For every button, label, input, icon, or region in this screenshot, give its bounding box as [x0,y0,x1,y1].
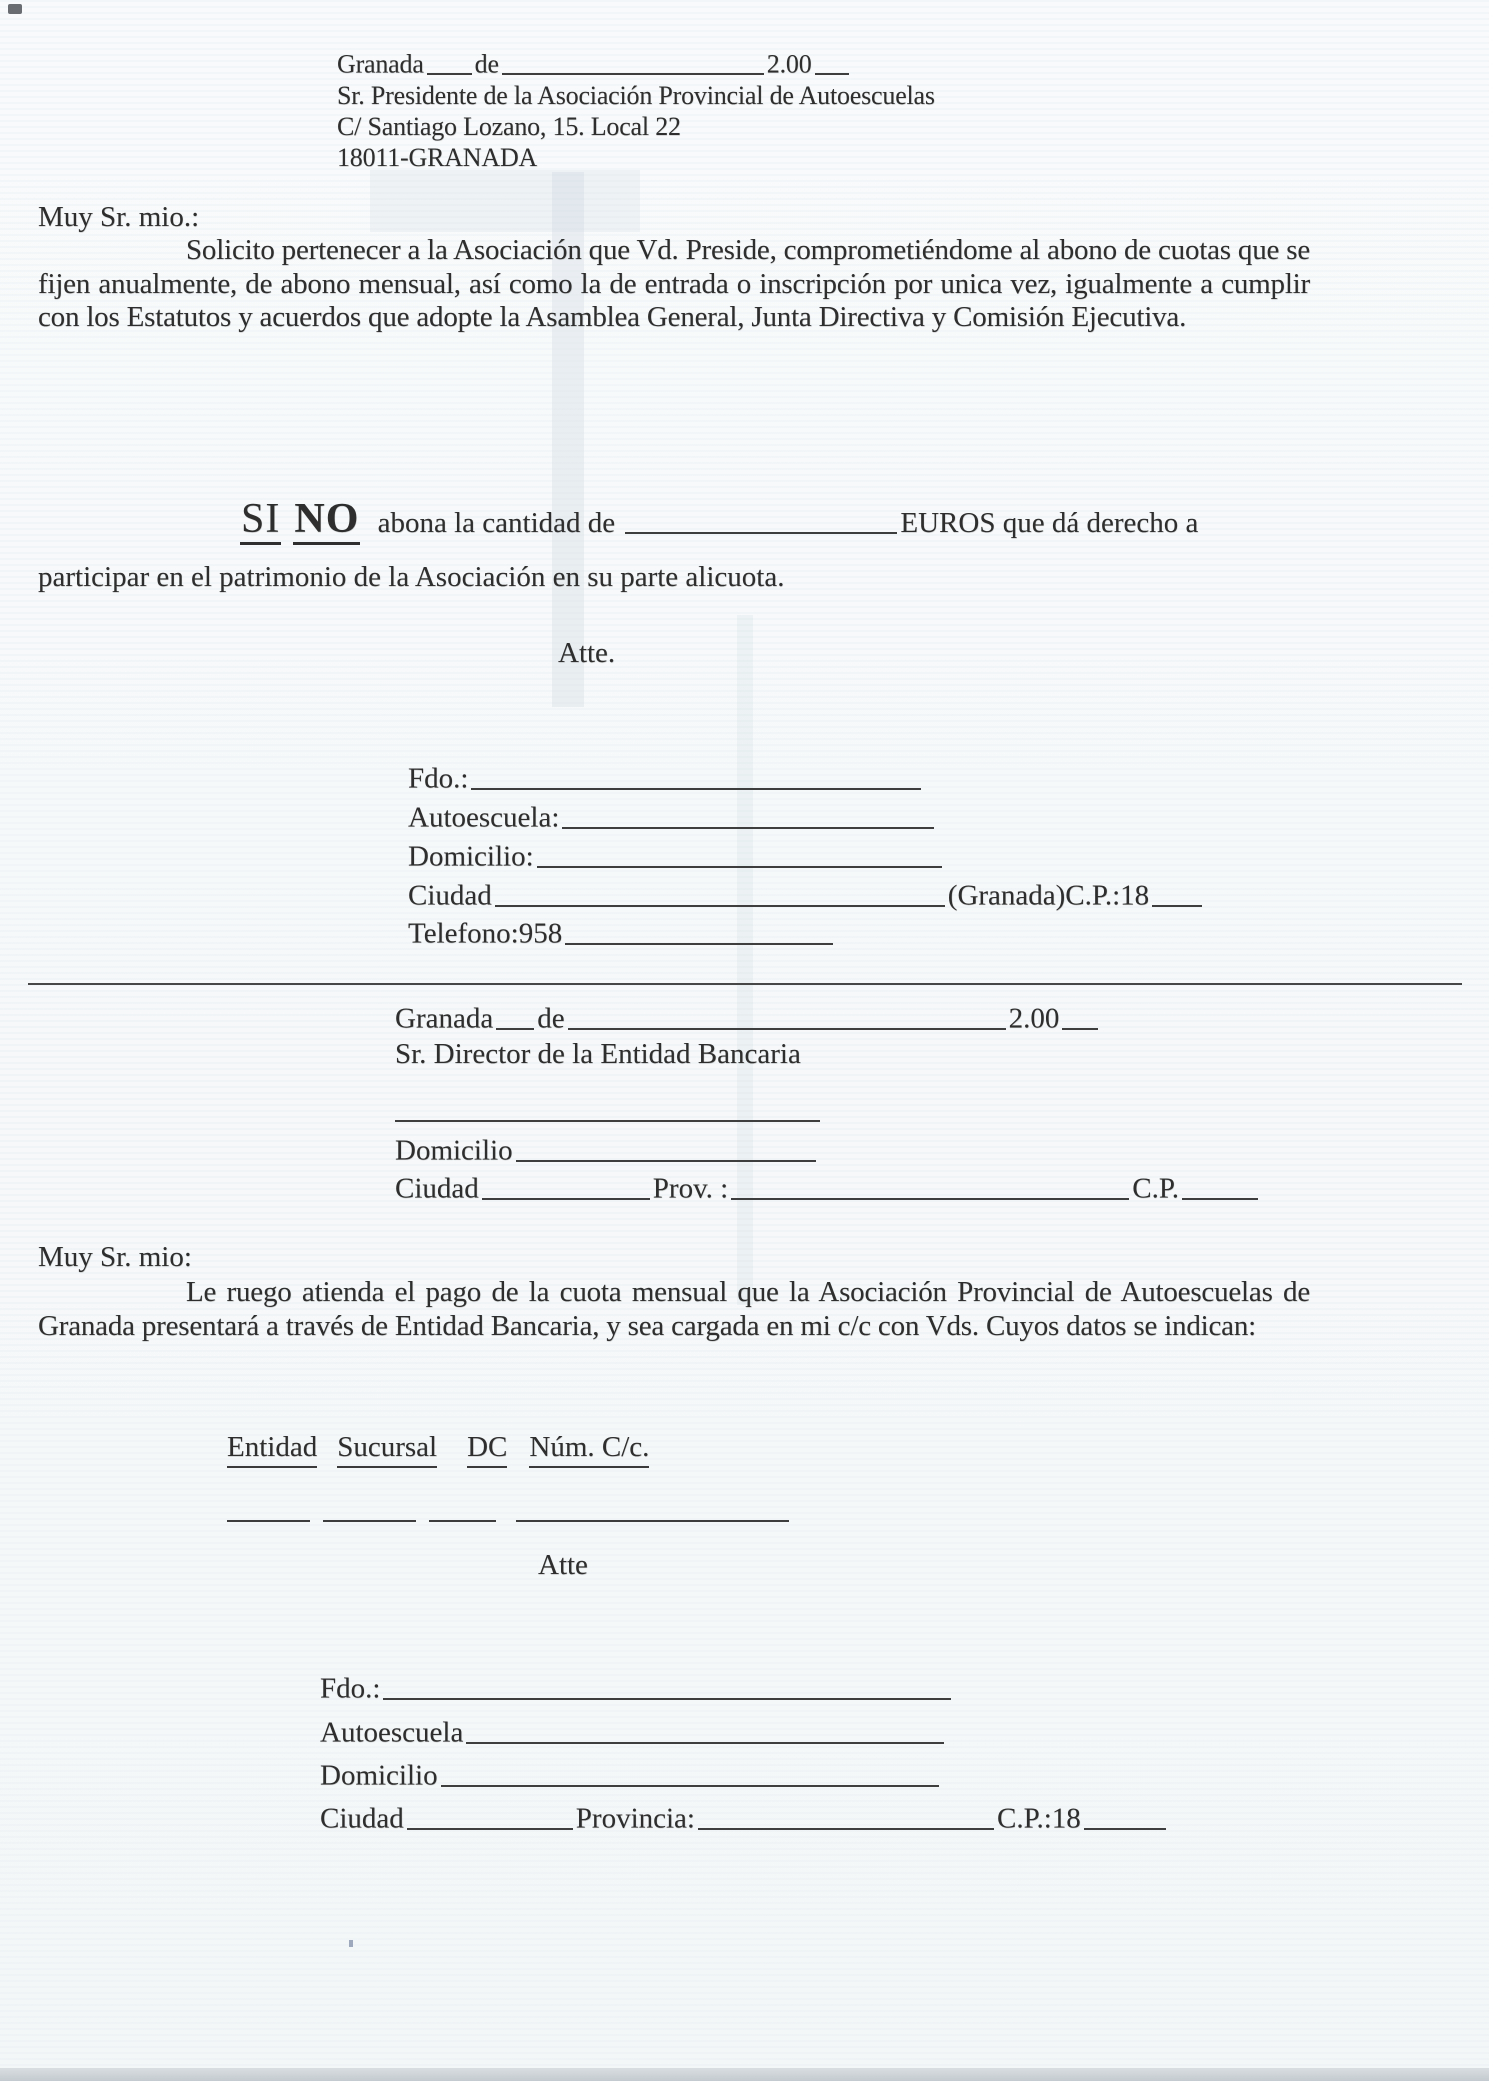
amount-label: abona la cantidad de [377,507,616,539]
blank-line-domicilio [537,838,942,868]
blank-line-cp3 [1084,1800,1166,1830]
letter2-salutation: Muy Sr. mio: [38,1241,192,1273]
field-row-entity-name [395,1090,823,1128]
field-row-autoescuela [408,797,937,835]
blank-line [427,48,472,75]
blank-line-ciudad [495,877,945,907]
letter2-body-paragraph: Le ruego atienda el pago de la cuota mensual que la Asociación Provincial de Autoescuelas de Granada presentará a través de Entidad Bancaria, y sea cargada en mi c/c con Vds. Cuyos datos se indican: [38,1276,1310,1342]
blank-line-ciudad2 [482,1170,650,1200]
field-row-ciudad3 [320,1798,1169,1836]
recipient-postal-city: 18011-GRANADA [337,142,538,172]
domicilio-label: Domicilio: [408,840,534,873]
blank-line-num-cc [516,1492,789,1522]
bank-blank-row [227,1490,792,1528]
letter1-header-block [337,46,935,173]
field-row-domicilio3 [320,1755,942,1793]
blank-line-entidad [227,1492,310,1522]
bank-header-dc: DC [467,1431,507,1468]
date-de: de [537,1002,565,1035]
blank-line-fdo [471,760,921,790]
date-city: Granada [337,49,424,79]
letter2-closing: Atte [538,1549,588,1581]
date-year: 2.00 [1008,1002,1060,1035]
field-row-telefono [408,913,836,951]
bank-header-num-cc: Núm. C/c. [529,1431,649,1468]
bank-header-entidad: Entidad [227,1431,317,1468]
bank-header-row [227,1430,649,1464]
field-row-autoescuela2 [320,1712,947,1750]
letter1-body-paragraph: Solicito pertenecer a la Asociación que Vd. Preside, comprometiéndome al abono de cuotas que se fijen anualmente, de abono mensual, así como la de entrada o inscripción por unica vez, igualmente a cumplir con los Estatutos y acuerdos que adopte la Asamblea General, Junta Directiva y Comisión Ejecutiva. [38,234,1310,333]
scan-artifact-speck [8,4,22,14]
telefono-label: Telefono:958 [408,917,563,950]
letter2-date-line [395,998,1101,1036]
fdo-label: Fdo.: [320,1672,381,1705]
date-de: de [474,49,499,79]
scan-artifact-speck [349,1940,353,1947]
date-city: Granada [395,1002,494,1035]
field-row-domicilio2 [395,1130,819,1168]
blank-line-domicilio2 [516,1132,816,1162]
scan-edge-strip [0,2068,1489,2081]
letter1-closing: Atte. [558,637,616,669]
blank-line-ciudad3 [407,1800,573,1830]
amount-line-continuation: participar en el patrimonio de la Asociación en su parte alicuota. [38,561,785,593]
scan-artifact-band [370,170,640,232]
blank-line-provincia [698,1800,994,1830]
letter2-recipient: Sr. Director de la Entidad Bancaria [395,1038,801,1070]
field-row-fdo2 [320,1668,954,1706]
provincia-label: Provincia: [575,1802,695,1835]
amount-suffix: EUROS que dá derecho a [900,507,1199,539]
bank-header-sucursal: Sucursal [337,1431,437,1468]
amount-line [240,498,1198,540]
recipient-street: C/ Santiago Lozano, 15. Local 22 [337,111,681,141]
blank-line [496,1000,534,1030]
domicilio-label: Domicilio [320,1759,438,1792]
blank-line [568,1000,1006,1030]
blank-line-autoescuela2 [466,1714,944,1744]
ciudad-label: Ciudad [320,1802,404,1835]
blank-line-autoescuela [562,799,934,829]
blank-line [502,48,764,75]
no-option: NO [293,496,360,545]
blank-line-amount [625,504,897,534]
blank-line [815,48,849,75]
prov-label: Prov. : [652,1172,729,1205]
cp18-label: C.P.:18 [996,1802,1081,1835]
blank-line-telefono [565,915,833,945]
blank-line-sucursal [323,1492,416,1522]
letter1-date-line [337,46,935,80]
blank-line-fdo2 [383,1670,951,1700]
letter1-salutation: Muy Sr. mio.: [38,201,200,233]
date-year: 2.00 [766,49,812,79]
field-row-domicilio [408,836,945,874]
blank-line-domicilio3 [441,1757,939,1787]
blank-line-cp [1152,877,1202,907]
ciudad-label: Ciudad [408,879,492,912]
recipient-title: Sr. Presidente de la Asociación Provincial de Autoescuelas [337,80,935,110]
field-row-fdo [408,758,924,796]
fdo-label: Fdo.: [408,762,469,795]
autoescuela-label: Autoescuela: [408,801,560,834]
blank-line-cp2 [1182,1170,1258,1200]
section-divider [28,983,1462,985]
blank-line-prov [731,1170,1129,1200]
blank-line-entity-name [395,1092,820,1122]
autoescuela-label: Autoescuela [320,1716,464,1749]
cp-label: C.P. [1132,1172,1180,1205]
field-row-ciudad2 [395,1168,1261,1206]
granada-cp-label: (Granada)C.P.:18 [947,879,1150,912]
ciudad-label: Ciudad [395,1172,479,1205]
blank-line [1062,1000,1098,1030]
blank-line-dc [429,1492,496,1522]
si-option: SI [240,496,281,545]
field-row-ciudad [408,875,1205,913]
domicilio-label: Domicilio [395,1134,513,1167]
